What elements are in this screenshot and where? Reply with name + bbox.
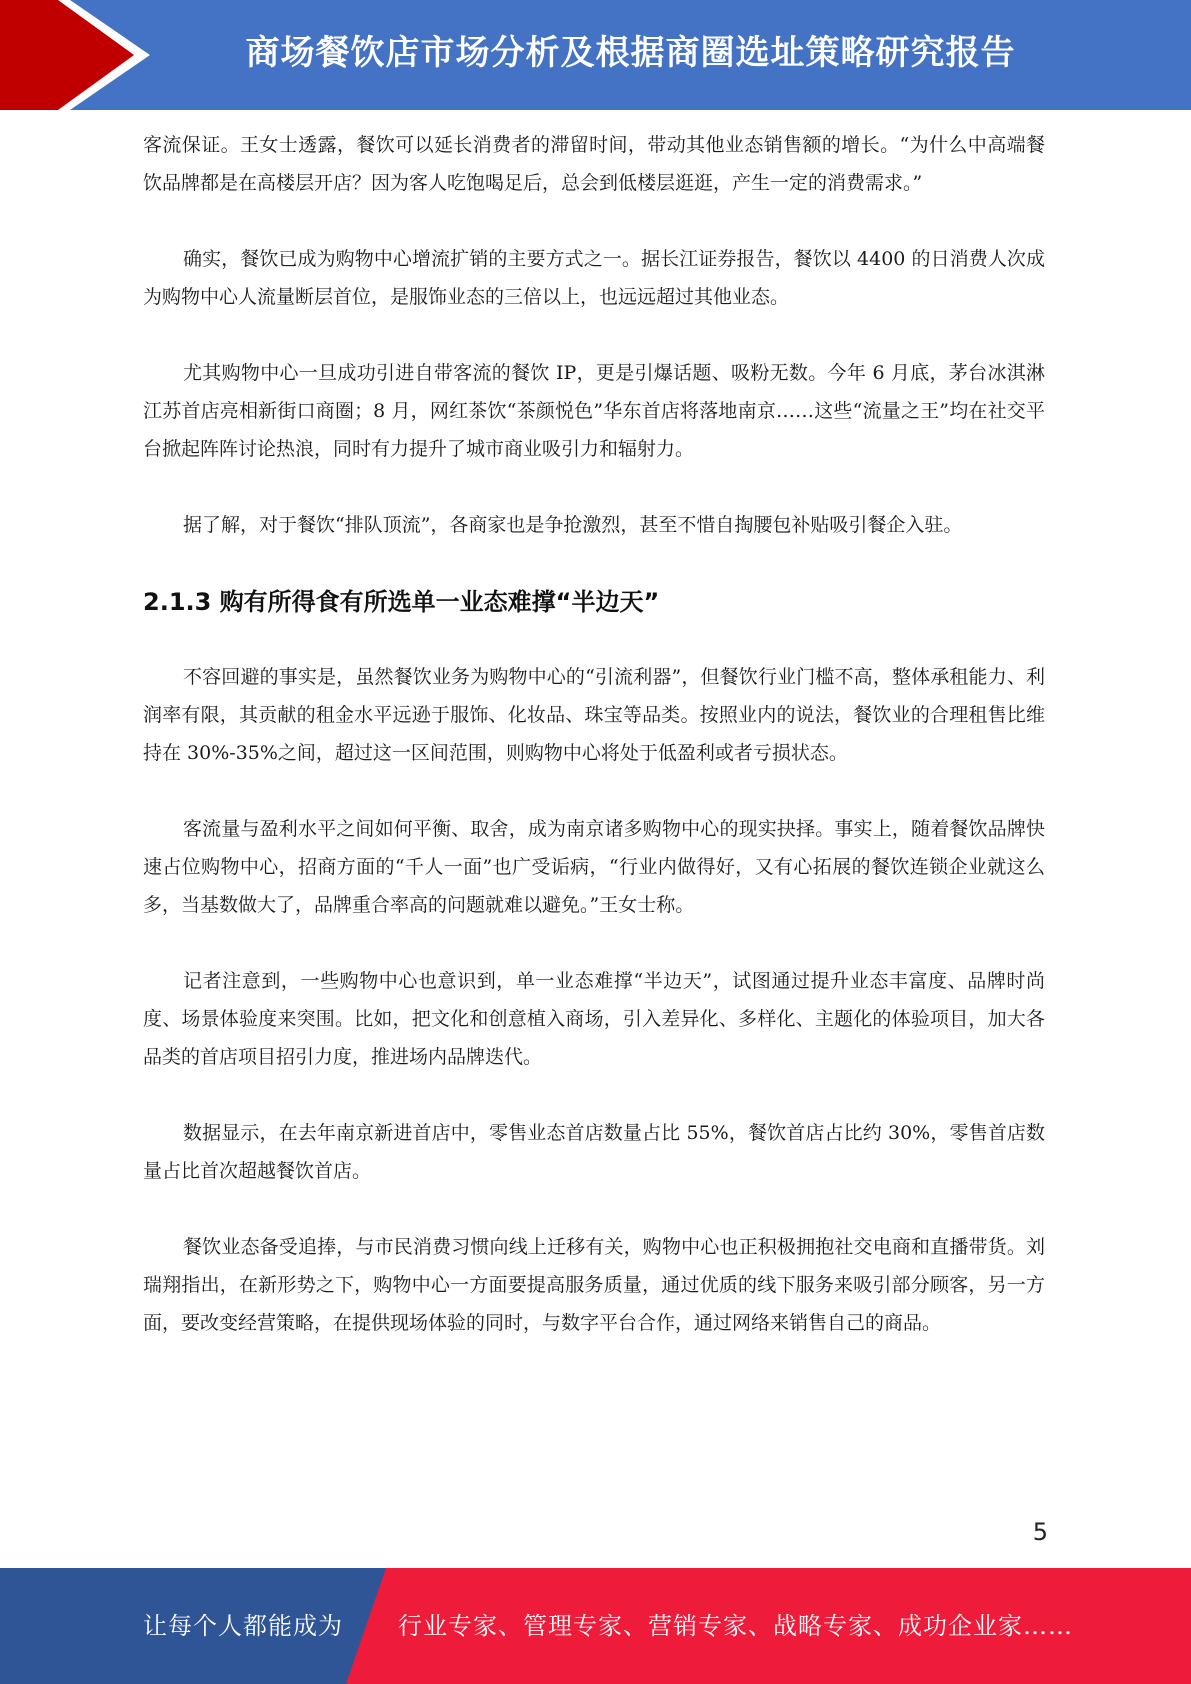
paragraph: 餐饮业态备受追捧，与市民消费习惯向线上迁移有关，购物中心也正积极拥抱社交电商和直播带货。刘瑞翔指出，在新形势之下，购物中心一方面要提高服务质量，通过优质的线下服务来吸引部分顾客，另一方面，要改变经营策略，在提供现场体验的同时，与数字平台合作，通过网络来销售自己的商品。 xyxy=(143,1236,1045,1334)
paragraph: 据了解，对于餐饮“排队顶流”，各商家也是争抢激烈，甚至不惜自掏腰包补贴吸引餐企入驻。 xyxy=(183,514,963,536)
page-header xyxy=(0,0,1191,110)
page-footer xyxy=(0,1568,1191,1684)
section-heading: 2.1.3 购有所得食有所选单一业态难撑“半边天” xyxy=(143,588,660,616)
footer-slogan-right: 行业专家、管理专家、营销专家、战略专家、成功企业家…… xyxy=(398,1612,1073,1640)
paragraph: 客流量与盈利水平之间如何平衡、取舍，成为南京诸多购物中心的现实抉择。事实上，随着餐饮品牌快速占位购物中心，招商方面的“千人一面”也广受诟病，“行业内做得好，又有心拓展的餐饮连锁企业就这么多，当基数做大了，品牌重合率高的问题就难以避免。”王女士称。 xyxy=(143,818,1045,916)
footer-slogan-left: 让每个人都能成为 xyxy=(143,1612,343,1640)
page-content xyxy=(143,126,1045,1380)
paragraph: 确实，餐饮已成为购物中心增流扩销的主要方式之一。据长江证券报告，餐饮以 4400 的日消费人次成为购物中心人流量断层首位，是服饰业态的三倍以上，也远远超过其他业态。 xyxy=(143,248,1045,308)
paragraph: 客流保证。王女士透露，餐饮可以延长消费者的滞留时间，带动其他业态销售额的增长。“为什么中高端餐饮品牌都是在高楼层开店？因为客人吃饱喝足后，总会到低楼层逛逛，产生一定的消费需求。” xyxy=(143,134,1045,194)
paragraph: 尤其购物中心一旦成功引进自带客流的餐饮 IP，更是引爆话题、吸粉无数。今年 6 月底，茅台冰淇淋江苏首店亮相新街口商圈；8 月，网红茶饮“茶颜悦色”华东首店将落地南京……这些“流量之王”均在社交平台掀起阵阵讨论热浪，同时有力提升了城市商业吸引力和辐射力。 xyxy=(143,362,1045,460)
paragraph: 数据显示，在去年南京新进首店中，零售业态首店数量占比 55%，餐饮首店占比约 30%，零售首店数量占比首次超越餐饮首店。 xyxy=(143,1122,1045,1182)
paragraph: 不容回避的事实是，虽然餐饮业务为购物中心的“引流利器”，但餐饮行业门槛不高，整体承租能力、利润率有限，其贡献的租金水平远逊于服饰、化妆品、珠宝等品类。按照业内的说法，餐饮业的合理租售比维持在 30%-35%之间，超过这一区间范围，则购物中心将处于低盈利或者亏损状态。 xyxy=(143,666,1045,764)
paragraph: 记者注意到，一些购物中心也意识到，单一业态难撑“半边天”，试图通过提升业态丰富度、品牌时尚度、场景体验度来突围。比如，把文化和创意植入商场，引入差异化、多样化、主题化的体验项目，加大各品类的首店项目招引力度，推进场内品牌迭代。 xyxy=(143,970,1045,1068)
report-title: 商场餐饮店市场分析及根据商圈选址策略研究报告 xyxy=(245,33,1016,73)
page-number: 5 xyxy=(1032,1518,1048,1546)
